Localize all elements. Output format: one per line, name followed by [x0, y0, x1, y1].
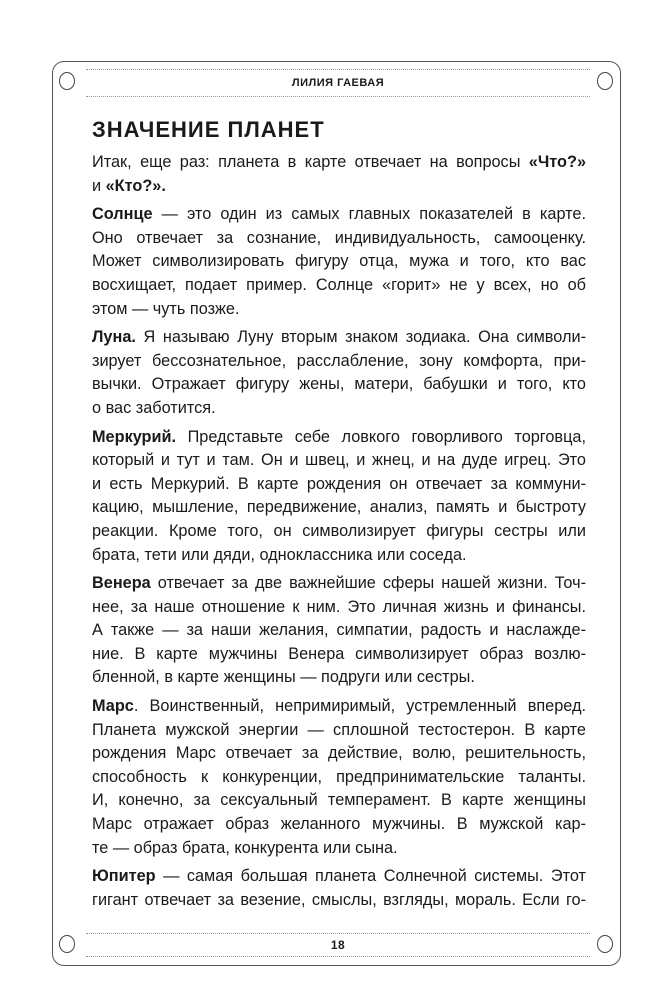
text-line	[92, 789, 586, 813]
text-line	[92, 496, 586, 520]
line-text: гигант отвечает за везение, смыслы, взгляды, мораль. Если го-	[92, 890, 586, 909]
line-text: и есть Меркурий. В карте рождения он отвечает за коммуни-	[92, 474, 586, 493]
line-text: те — образ брата, конкурента или сына.	[92, 838, 398, 857]
body-text	[92, 151, 586, 917]
paragraph	[92, 865, 586, 912]
line-text: о вас заботится.	[92, 398, 216, 417]
text-line	[92, 666, 586, 690]
line-text: И, конечно, за сексуальный темперамент. В карте женщины	[92, 791, 586, 810]
line-text: Представьте себе ловкого говорливого торговца,	[176, 427, 586, 446]
section-title: ЗНАЧЕНИЕ ПЛАНЕТ	[92, 117, 325, 142]
bold-lead: Венера	[92, 574, 151, 593]
paragraph	[92, 426, 586, 568]
text-line	[92, 766, 586, 790]
bold-lead: Меркурий.	[92, 427, 177, 446]
text-line	[92, 544, 586, 568]
running-header	[86, 69, 590, 97]
text-line	[92, 837, 586, 861]
line-text: нее, за наше отношение к ним. Это личная жизнь и финансы.	[92, 597, 586, 616]
text-line	[92, 426, 586, 450]
line-text: Марс отражает образ желанного мужчины. В мужской кар-	[92, 815, 586, 834]
line-text: — это один из самых главных показателей в карте.	[152, 205, 586, 224]
line-text: кацию, мышление, передвижение, анализ, память и быстроту	[92, 498, 586, 517]
text-line	[92, 889, 586, 913]
text-line	[92, 473, 586, 497]
line-text: отвечает за две важнейшие сферы нашей жизни. Точ-	[150, 574, 586, 593]
line-text: ние. В карте мужчины Венера символизирует образ возлю-	[92, 644, 586, 663]
text-line	[92, 695, 586, 719]
text-line	[92, 397, 586, 421]
bold-lead: Юпитер	[92, 867, 156, 886]
text-line	[92, 250, 586, 274]
running-title: ЛИЛИЯ ГАЕВАЯ	[291, 77, 385, 89]
text-line	[92, 175, 586, 199]
paragraph	[92, 203, 586, 321]
text-line	[92, 520, 586, 544]
text-line	[92, 373, 586, 397]
text-line	[92, 298, 586, 322]
page-number: 18	[330, 938, 346, 952]
line-text: зирует бессознательное, расслабление, зону комфорта, при-	[92, 351, 586, 370]
line-text: — самая большая планета Солнечной системы. Этот	[155, 867, 586, 886]
line-text: Я называю Луну вторым знаком зодиака. Она символи-	[135, 328, 586, 347]
line-text: бленной, в карте женщины — подруги или сестры.	[92, 668, 475, 687]
text-line	[92, 274, 586, 298]
text-line	[92, 227, 586, 251]
line-text: вычки. Отражает фигуру жены, матери, бабушки и того, кто	[92, 375, 586, 394]
paragraph	[92, 151, 586, 198]
ring-icon	[597, 935, 613, 953]
text-line	[92, 203, 586, 227]
line-text: рождения Марс отвечает за действие, волю, решительность,	[92, 744, 586, 763]
text-line	[92, 813, 586, 837]
line-text: реакции. Кроме того, он символизирует фигуры сестры или	[92, 521, 586, 540]
line-text: брата, тети или дяди, одноклассника или соседа.	[92, 545, 467, 564]
text-line	[92, 742, 586, 766]
bold-lead: Солнце	[92, 205, 153, 224]
text-line	[92, 619, 586, 643]
ring-icon	[597, 72, 613, 90]
line-text: А также — за наши желания, симпатии, радость и наслажде-	[92, 621, 586, 640]
running-footer	[86, 933, 590, 957]
line-text: Итак, еще раз: планета в карте отвечает на вопросы	[92, 153, 529, 171]
line-text: который и тут и там. Он и швец, и жнец, и на дуде игрец. Это	[92, 451, 586, 470]
line-text: Планета мужской энергии — сплошной тестостерон. В карте	[92, 720, 586, 739]
text-line	[92, 643, 586, 667]
text-line	[92, 596, 586, 620]
paragraph	[92, 572, 586, 690]
text-line	[92, 326, 586, 350]
ring-icon	[59, 935, 75, 953]
line-text: и	[92, 176, 106, 195]
text-line	[92, 449, 586, 473]
line-text: способность к конкуренции, предпринимательские таланты.	[92, 767, 586, 786]
bold-lead: Луна.	[92, 328, 136, 347]
ring-icon	[59, 72, 75, 90]
paragraph	[92, 695, 586, 860]
text-line	[92, 572, 586, 596]
text-line	[92, 151, 586, 175]
text-line	[92, 350, 586, 374]
bold-lead: Марс	[92, 697, 134, 716]
bold-term: «Что?»	[528, 153, 586, 171]
line-text: Может символизировать фигуру отца, мужа и того, кто вас	[92, 252, 586, 271]
line-text: . Воинственный, непримиримый, устремленный вперед.	[133, 697, 586, 716]
paragraph	[92, 326, 586, 420]
text-line	[92, 865, 586, 889]
line-text: Оно отвечает за сознание, индивидуальность, самооценку.	[92, 228, 586, 247]
bold-term: «Кто?».	[105, 176, 166, 195]
line-text: этом — чуть позже.	[92, 299, 240, 318]
line-text: восхищает, подает пример. Солнце «горит» не у всех, но об	[92, 275, 586, 294]
text-line	[92, 719, 586, 743]
